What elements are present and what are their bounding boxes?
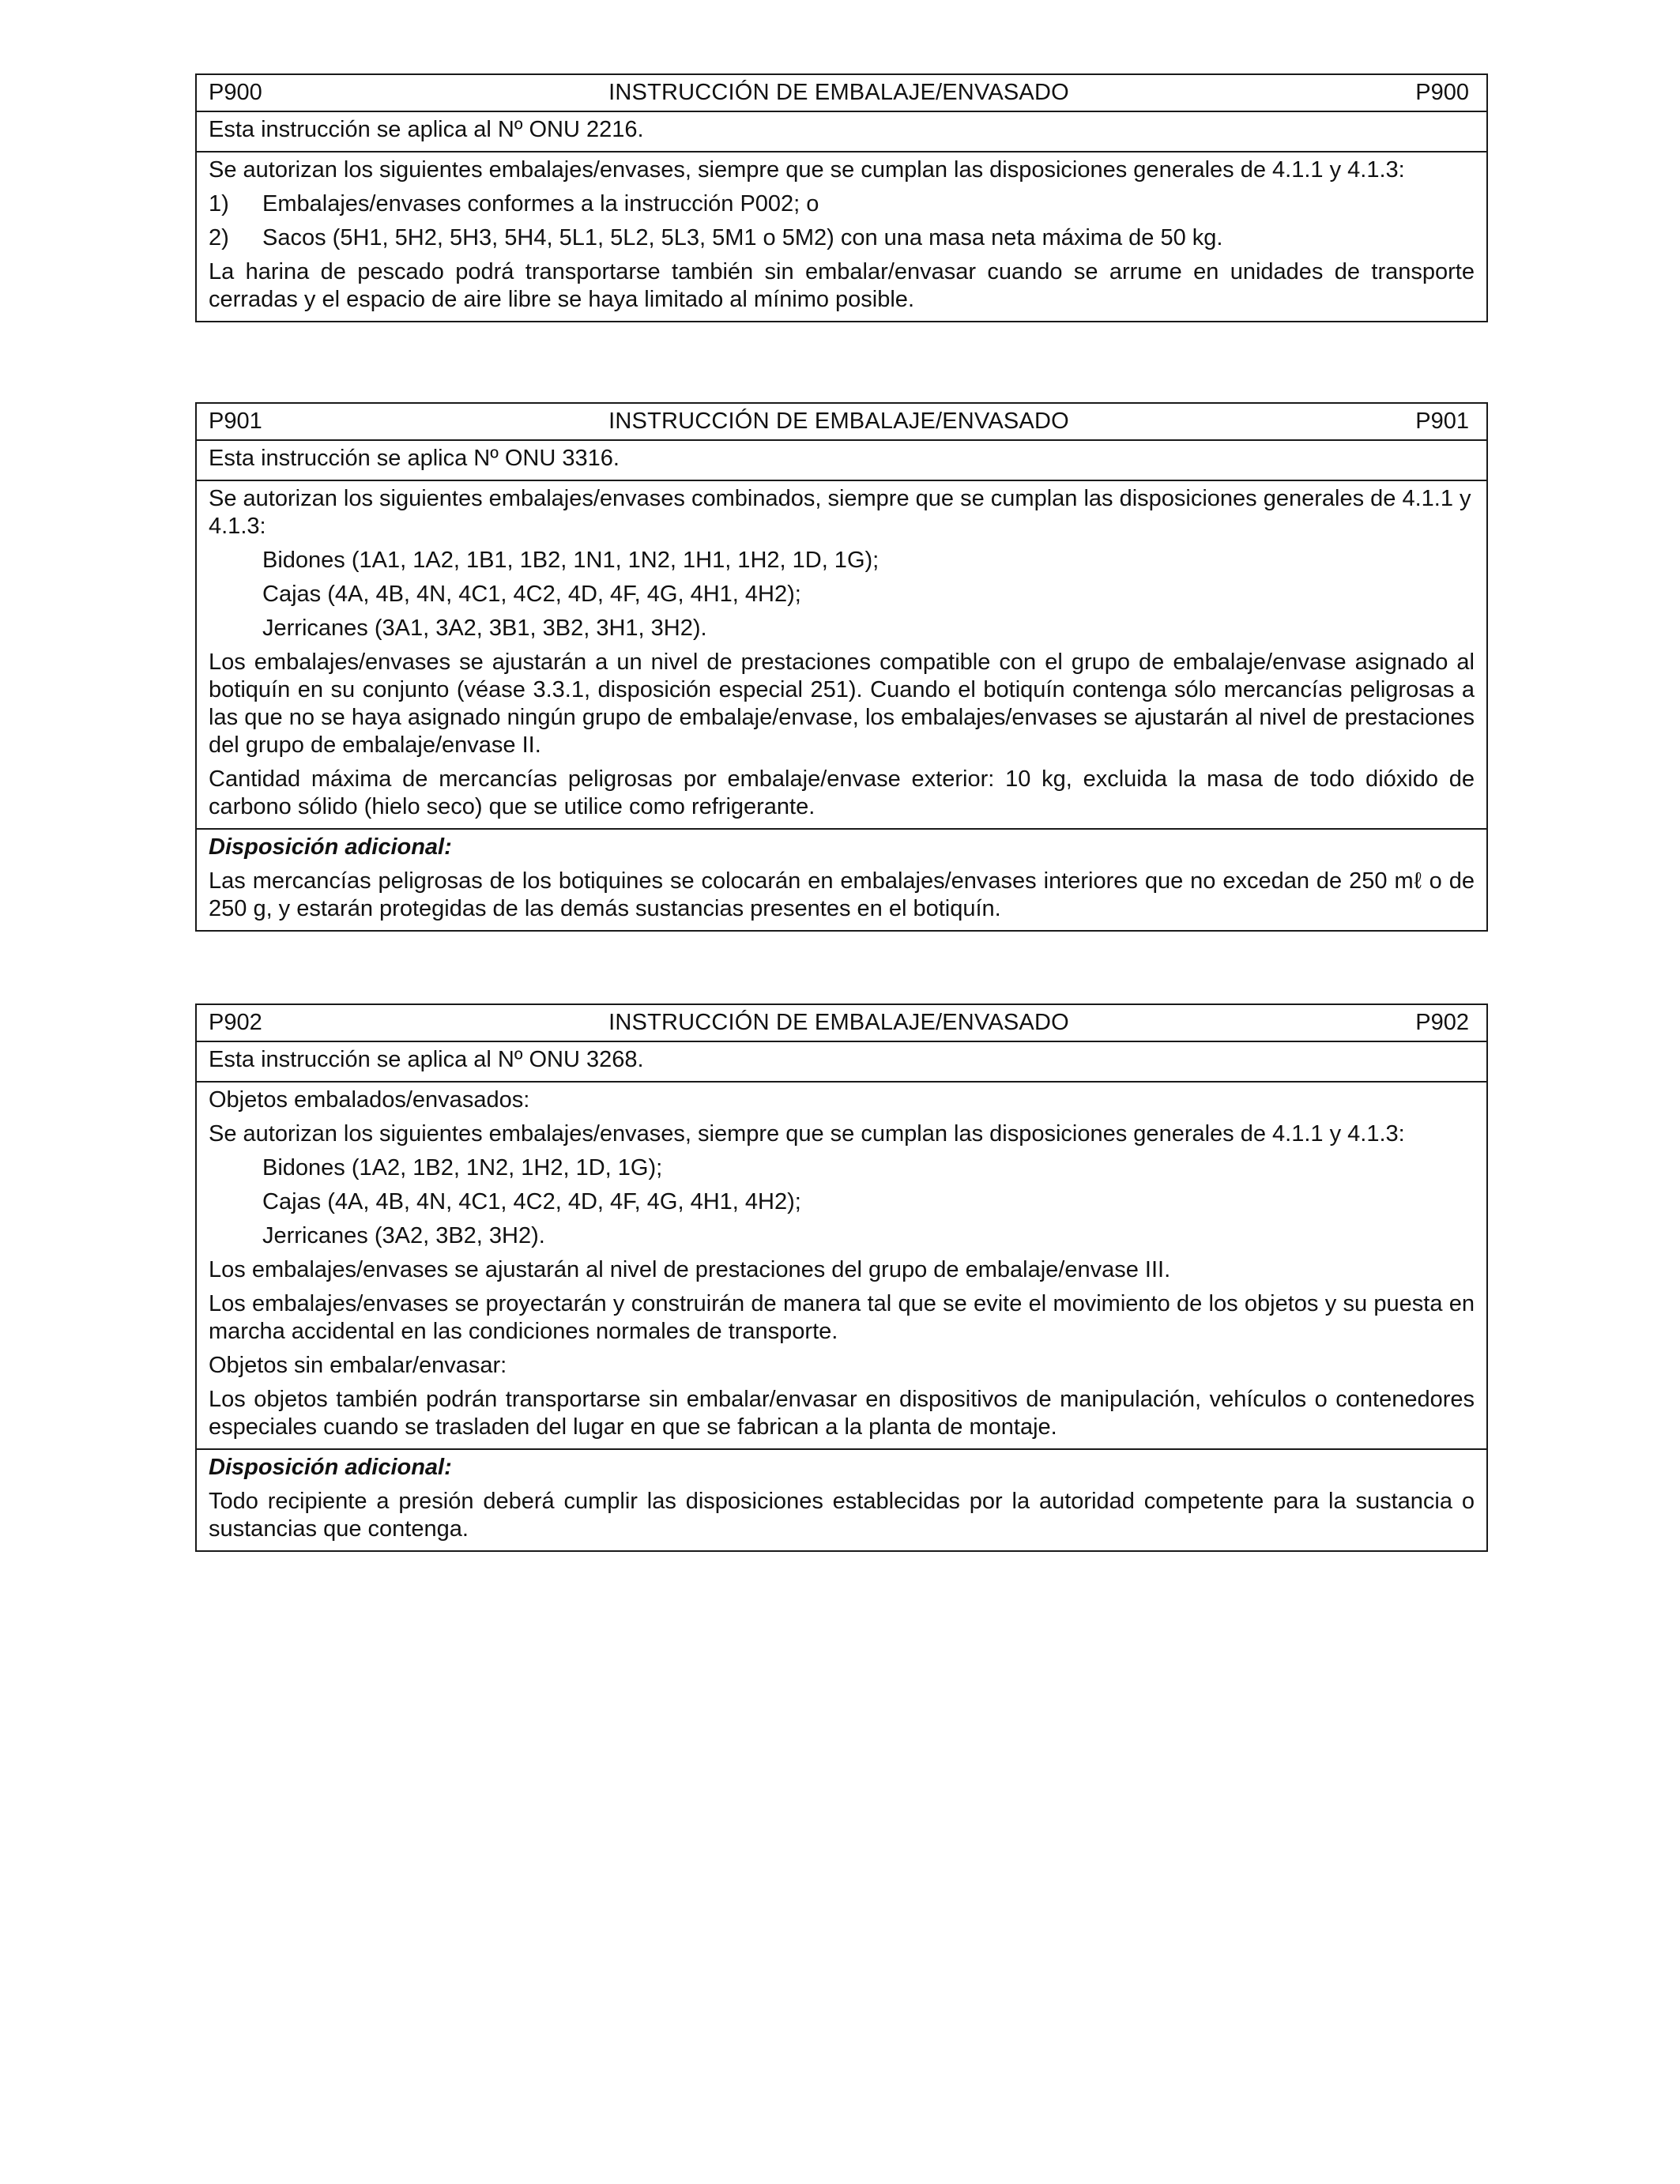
list-item <box>209 190 1475 218</box>
item-text: Sacos (5H1, 5H2, 5H3, 5H4, 5L1, 5L2, 5L3, 5M1 o 5M2) con una masa neta máxima de 50 kg. <box>262 225 1223 250</box>
max-quantity-text: Cantidad máxima de mercancías peligrosas por embalaje/envase exterior: 10 kg, excluida la masa de todo dióxido de carbono sólido (hielo seco) que se utilice como refrigerante. <box>209 766 1475 819</box>
instruction-code-right: P900 <box>1415 80 1469 105</box>
authorized-packagings-row <box>197 1081 1486 1448</box>
package-item: Cajas (4A, 4B, 4N, 4C1, 4C2, 4D, 4F, 4G, 4H1, 4H2); <box>262 582 801 607</box>
instruction-code-left: P901 <box>209 409 262 434</box>
package-item: Jerricanes (3A1, 3A2, 3B1, 3B2, 3H1, 3H2). <box>262 616 707 641</box>
applicability-row <box>197 439 1486 480</box>
instruction-header <box>197 404 1486 439</box>
performance-text: Los embalajes/envases se ajustarán a un nivel de prestaciones compatible con el grupo de embalaje/envase asignado al botiquín en su conjunto (véase 3.3.1, disposición especial 251). Cuando el botiquín contenga sólo mercancías peligrosas a las que no se haya asignado ningún grupo de embalaje/envase, los embalajes/envases se ajustarán al nivel de prestaciones del grupo de embalaje/envase II. <box>209 650 1475 758</box>
instruction-code-left: P900 <box>209 80 262 105</box>
additional-provision-row <box>197 1448 1486 1550</box>
unpacked-text: Los objetos también podrán transportarse sin embalar/envasar en dispositivos de manipulación, vehículos o contenedores especiales cuando se trasladen del lugar en que se fabrican a la planta de montaje. <box>209 1387 1475 1440</box>
package-item: Cajas (4A, 4B, 4N, 4C1, 4C2, 4D, 4F, 4G, 4H1, 4H2); <box>262 1189 801 1214</box>
applicability-text: Esta instrucción se aplica al Nº ONU 2216. <box>209 117 644 142</box>
unpacked-heading: Objetos sin embalar/envasar: <box>209 1353 507 1378</box>
applicability-row <box>197 1041 1486 1081</box>
performance-text: Los embalajes/envases se ajustarán al nivel de prestaciones del grupo de embalaje/envase III. <box>209 1257 1171 1282</box>
item-number: 2) <box>209 225 229 250</box>
list-item <box>209 224 1475 252</box>
instruction-code-left: P902 <box>209 1010 262 1035</box>
item-text: Embalajes/envases conformes a la instrucción P002; o <box>262 191 819 217</box>
packing-instruction-p902 <box>195 1004 1488 1552</box>
additional-provision-text: Las mercancías peligrosas de los botiquines se colocarán en embalajes/envases interiores que no excedan de 250 mℓ o de 250 g, y estarán protegidas de las demás sustancias presentes en el botiquín. <box>209 868 1475 921</box>
additional-provision-heading: Disposición adicional: <box>209 834 452 860</box>
additional-provision-row <box>197 828 1486 930</box>
instruction-code-right: P902 <box>1415 1010 1469 1035</box>
instruction-code-right: P901 <box>1415 409 1469 434</box>
packed-heading: Objetos embalados/envasados: <box>209 1087 530 1113</box>
intro-text: Se autorizan los siguientes embalajes/envases combinados, siempre que se cumplan las disposiciones generales de 4.1.1 y 4.1.3: <box>209 486 1471 539</box>
instruction-title: INSTRUCCIÓN DE EMBALAJE/ENVASADO <box>608 409 1069 434</box>
instruction-header <box>197 75 1486 111</box>
instruction-title: INSTRUCCIÓN DE EMBALAJE/ENVASADO <box>608 80 1069 105</box>
applicability-text: Esta instrucción se aplica al Nº ONU 3268. <box>209 1047 644 1072</box>
instruction-header <box>197 1005 1486 1041</box>
package-item: Bidones (1A2, 1B2, 1N2, 1H2, 1D, 1G); <box>262 1155 663 1180</box>
intro-text: Se autorizan los siguientes embalajes/envases, siempre que se cumplan las disposiciones generales de 4.1.1 y 4.1.3: <box>209 157 1405 183</box>
design-text: Los embalajes/envases se proyectarán y construirán de manera tal que se evite el movimiento de los objetos y su puesta en marcha accidental en las condiciones normales de transporte. <box>209 1291 1475 1344</box>
item-number: 1) <box>209 191 229 217</box>
packing-instruction-p901 <box>195 402 1488 932</box>
note-text: La harina de pescado podrá transportarse también sin embalar/envasar cuando se arrume en unidades de transporte cerradas y el espacio de aire libre se haya limitado al mínimo posible. <box>209 259 1475 312</box>
package-item: Bidones (1A1, 1A2, 1B1, 1B2, 1N1, 1N2, 1H1, 1H2, 1D, 1G); <box>262 548 880 573</box>
additional-provision-heading: Disposición adicional: <box>209 1455 452 1480</box>
applicability-text: Esta instrucción se aplica Nº ONU 3316. <box>209 446 620 471</box>
authorized-packagings-row <box>197 151 1486 321</box>
intro-text: Se autorizan los siguientes embalajes/envases, siempre que se cumplan las disposiciones generales de 4.1.1 y 4.1.3: <box>209 1121 1405 1147</box>
authorized-packagings-row <box>197 480 1486 828</box>
packing-instruction-p900 <box>195 73 1488 322</box>
applicability-row <box>197 111 1486 151</box>
additional-provision-text: Todo recipiente a presión deberá cumplir las disposiciones establecidas por la autoridad competente para la sustancia o sustancias que contenga. <box>209 1489 1475 1542</box>
instruction-title: INSTRUCCIÓN DE EMBALAJE/ENVASADO <box>608 1010 1069 1035</box>
package-item: Jerricanes (3A2, 3B2, 3H2). <box>262 1223 545 1248</box>
